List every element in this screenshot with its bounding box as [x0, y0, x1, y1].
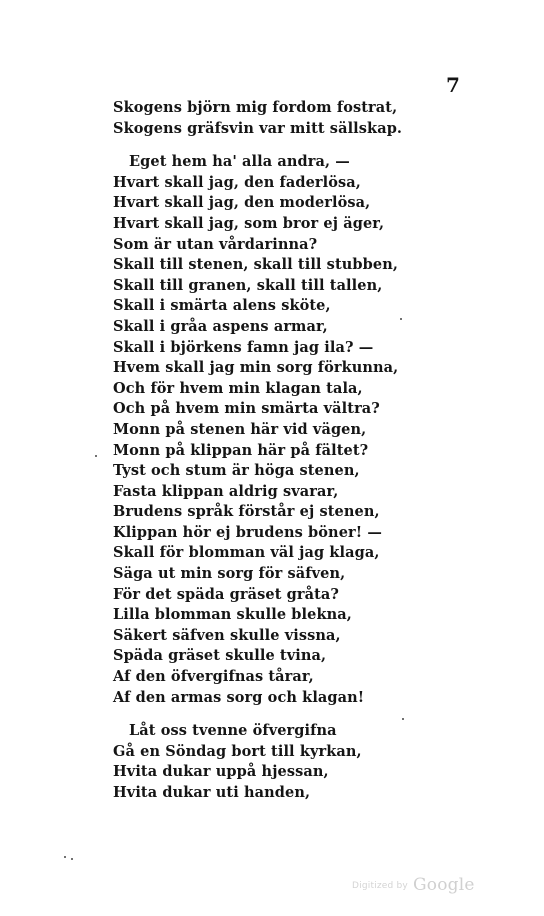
verse-line: Hvart skall jag, den moderlösa, — [113, 194, 371, 212]
print-speck — [400, 318, 402, 320]
verse-line: Skall i björkens famn jag ila? — — [113, 338, 374, 356]
verse-line: Klippan hör ej brudens böner! — — [113, 523, 382, 541]
verse-line: Och på hvem min smärta vältra? — [113, 400, 380, 418]
poem — [113, 98, 402, 804]
verse-line: Skall till stenen, skall till stubben, — [113, 256, 398, 274]
watermark-prefix: Digitized by — [352, 881, 408, 891]
verse-line: Hvart skall jag, som bror ej äger, — [113, 214, 385, 232]
verse-line: Monn på klippan här på fältet? — [113, 441, 369, 459]
verse-line: Skall i smärta alens sköte, — [113, 297, 331, 315]
print-speck — [402, 718, 404, 720]
verse-line: För det späda gräset gråta? — [113, 585, 340, 603]
verse-line: Eget hem ha' alla andra, — — [129, 153, 350, 171]
verse-line: Som är utan vårdarinna? — [113, 235, 318, 253]
verse-line: Skall till granen, skall till tallen, — [113, 276, 383, 294]
verse-line: Hvart skall jag, den faderlösa, — [113, 173, 361, 191]
verse-line: Monn på stenen här vid vägen, — [113, 420, 367, 438]
page-number: 7 — [446, 73, 460, 97]
digitized-watermark — [352, 875, 475, 895]
verse-line: Af den öfvergifnas tårar, — [113, 668, 314, 686]
google-logo: Google — [413, 875, 475, 895]
verse-line: Fasta klippan aldrig svarar, — [113, 482, 339, 500]
verse-line: Tyst och stum är höga stenen, — [113, 462, 360, 480]
verse-line: Skogens gräfsvin var mitt sällskap. — [113, 119, 403, 137]
verse-line: Gå en Söndag bort till kyrkan, — [113, 742, 362, 760]
verse-line: Säga ut min sorg för säfven, — [113, 565, 346, 583]
verse-line: Och för hvem min klagan tala, — [113, 379, 363, 397]
verse-line: Af den armas sorg och klagan! — [113, 688, 365, 706]
stanza-3 — [113, 721, 402, 803]
verse-line: Hvita dukar uppå hjessan, — [113, 763, 329, 781]
verse-line: Hvem skall jag min sorg förkunna, — [113, 359, 399, 377]
print-speck — [95, 455, 97, 457]
verse-line: Säkert säfven skulle vissna, — [113, 626, 341, 644]
verse-line: Lilla blomman skulle blekna, — [113, 606, 352, 624]
verse-line: Brudens språk förstår ej stenen, — [113, 503, 380, 521]
verse-line: Låt oss tvenne öfvergifna — [129, 722, 337, 740]
print-speck — [71, 858, 73, 860]
verse-line: Skogens björn mig fordom fostrat, — [113, 99, 398, 116]
verse-line: Hvita dukar uti handen, — [113, 784, 311, 801]
print-speck — [64, 856, 66, 858]
verse-line: Skall i gråa aspens armar, — [113, 317, 328, 335]
stanza-1 — [113, 98, 402, 139]
verse-line: Skall för blomman väl jag klaga, — [113, 544, 380, 562]
verse-line: Späda gräset skulle tvina, — [113, 647, 327, 665]
stanza-2 — [113, 152, 402, 708]
